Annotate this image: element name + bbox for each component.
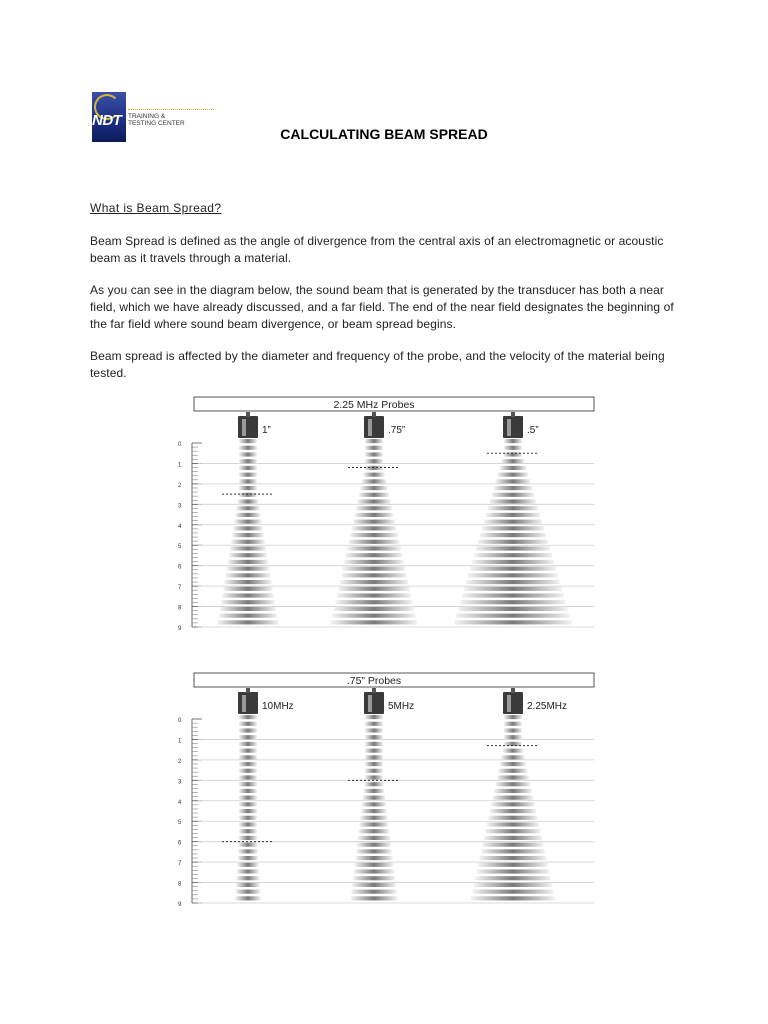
beam-band: [332, 614, 415, 618]
beam-band: [239, 735, 257, 739]
beam-band: [360, 816, 387, 820]
beam-band: [239, 749, 257, 753]
beam-band: [355, 513, 394, 517]
beam-band: [219, 614, 277, 618]
beam-band: [491, 802, 534, 806]
beam-band: [476, 546, 550, 550]
depth-tick-label: 6: [178, 564, 182, 571]
beam-band: [224, 580, 271, 584]
beam-band: [346, 553, 402, 557]
beam-band: [501, 755, 524, 759]
beam-band: [237, 506, 260, 510]
beam-band: [362, 802, 386, 806]
beam-band: [484, 836, 542, 840]
beam-band: [358, 499, 391, 503]
beam-band: [503, 749, 523, 753]
beam-band: [352, 883, 396, 887]
transducer-icon: [503, 412, 523, 438]
beam-band: [471, 896, 555, 900]
beam-band: [499, 769, 528, 773]
logo-subtitle-line1: TRAINING &: [128, 113, 166, 120]
beam-band: [239, 816, 257, 820]
beam-band: [351, 896, 398, 900]
depth-tick-label: 0: [178, 718, 182, 724]
beam-band: [365, 459, 383, 463]
beam-band: [232, 533, 264, 537]
beam-band: [365, 446, 383, 450]
beam-band: [223, 587, 272, 591]
beam-band: [474, 553, 552, 557]
beam-band: [478, 540, 548, 544]
beam-band: [363, 796, 385, 800]
beam-band: [365, 452, 383, 456]
depth-tick-label: 9: [178, 902, 182, 908]
diagram-title: .75” Probes: [346, 675, 402, 687]
beam-band: [236, 513, 261, 517]
beam-band: [481, 849, 545, 853]
beam-band: [500, 466, 527, 470]
beam-band: [338, 587, 409, 591]
beam-band: [349, 540, 400, 544]
beam-band: [504, 722, 522, 726]
beam-band: [504, 439, 522, 443]
beam-band: [222, 593, 274, 597]
beam-band: [233, 526, 262, 530]
beam-band: [239, 796, 257, 800]
beam-band: [504, 728, 522, 732]
beam-band: [237, 863, 258, 867]
beam-band: [239, 789, 257, 793]
page-title: CALCULATING BEAM SPREAD: [280, 126, 488, 142]
beam-band: [365, 722, 383, 726]
section-heading: What is Beam Spread?: [90, 201, 222, 215]
depth-tick-label: 2: [178, 482, 182, 489]
logo-text: NDT: [92, 112, 122, 129]
transducer-icon: [364, 412, 384, 438]
depth-tick-label: 7: [178, 585, 182, 592]
depth-tick-label: 2: [178, 758, 182, 765]
beam-band: [365, 769, 383, 773]
diagram-svg: [168, 395, 596, 635]
beam-band: [229, 553, 267, 557]
beam-band: [484, 520, 542, 524]
beam-band: [458, 607, 567, 611]
beam-band: [227, 567, 270, 571]
beam-band: [475, 876, 550, 880]
probe-label: 10MHz: [262, 701, 294, 712]
beam-band: [490, 809, 536, 813]
beam-band: [239, 802, 257, 806]
beam-band: [464, 587, 562, 591]
beam-band: [343, 567, 405, 571]
probe-label: 5MHz: [388, 701, 415, 712]
beam-band: [460, 600, 565, 604]
paragraph-factors: Beam spread is affected by the diameter and frequency of the probe, and the velocity of the material being tested.: [90, 349, 665, 380]
depth-tick-label: 1: [178, 462, 182, 469]
beam-band: [235, 896, 260, 900]
beam-band: [353, 876, 395, 880]
beam-band: [239, 782, 257, 786]
beam-band: [470, 567, 556, 571]
beam-band: [356, 849, 391, 853]
beam-band: [483, 843, 544, 847]
beam-band: [239, 809, 257, 813]
beam-band: [239, 446, 257, 450]
beam-band: [354, 869, 394, 873]
beam-band: [239, 775, 257, 779]
beam-band: [462, 593, 564, 597]
beam-band: [237, 869, 259, 873]
beam-band: [365, 762, 383, 766]
beam-band: [239, 762, 257, 766]
beam-band: [340, 580, 408, 584]
beam-band: [359, 829, 389, 833]
beam-band: [364, 789, 385, 793]
beam-band: [365, 735, 383, 739]
transducer-icon: [503, 688, 523, 714]
beam-band: [230, 546, 266, 550]
beam-band: [239, 836, 257, 840]
beam-band: [500, 762, 526, 766]
beam-band: [355, 863, 394, 867]
beam-band: [359, 493, 389, 497]
beam-band: [350, 533, 398, 537]
beam-band: [239, 822, 257, 826]
depth-tick-label: 8: [178, 605, 182, 612]
paragraph-definition: Beam Spread is defined as the angle of divergence from the central axis of an electromagnetic or acoustic beam as it travels through a material.: [90, 234, 664, 265]
beam-band: [218, 620, 278, 624]
depth-tick-label: 9: [178, 626, 182, 632]
beam-band: [494, 486, 532, 490]
beam-band: [331, 620, 417, 624]
beam-band: [482, 526, 544, 530]
beam-band: [486, 829, 541, 833]
beam-band: [334, 607, 414, 611]
beam-band: [480, 856, 547, 860]
beam-band: [365, 782, 384, 786]
beam-band: [488, 506, 538, 510]
beam-band: [239, 742, 257, 746]
beam-band: [477, 869, 549, 873]
depth-tick-label: 5: [178, 820, 182, 827]
probe-label: .5”: [527, 425, 539, 436]
beam-band: [335, 600, 412, 604]
depth-tick-label: 6: [178, 840, 182, 847]
beam-band: [490, 499, 536, 503]
beam-band: [239, 769, 257, 773]
beam-band: [238, 856, 258, 860]
beam-band: [365, 742, 383, 746]
depth-tick-label: 1: [178, 738, 182, 745]
beam-band: [472, 890, 553, 894]
beam-band: [492, 493, 534, 497]
beam-band: [487, 822, 539, 826]
beam-band: [365, 715, 383, 719]
beam-band: [356, 506, 392, 510]
beam-band: [504, 735, 522, 739]
beam-band: [239, 493, 257, 497]
beam-band: [239, 722, 257, 726]
beam-band: [239, 715, 257, 719]
beam-band: [239, 439, 257, 443]
depth-tick-label: 7: [178, 861, 182, 868]
beam-band: [504, 715, 522, 719]
beam-spread-diagram-frequency: [168, 671, 596, 921]
diagram-svg: [168, 671, 596, 911]
beam-band: [365, 755, 383, 759]
beam-band: [239, 479, 257, 483]
beam-band: [466, 580, 560, 584]
beam-band: [236, 890, 261, 894]
beam-band: [237, 876, 260, 880]
beam-band: [360, 486, 387, 490]
beam-spread-diagram-probe-size: [168, 395, 596, 645]
beam-band: [496, 479, 531, 483]
beam-band: [347, 546, 401, 550]
beam-band: [239, 843, 257, 847]
probe-label: .75”: [388, 425, 406, 436]
transducer-icon: [238, 688, 258, 714]
beam-band: [362, 479, 386, 483]
beam-band: [363, 473, 384, 477]
beam-band: [472, 560, 554, 564]
beam-band: [231, 540, 265, 544]
beam-band: [360, 822, 389, 826]
beam-band: [228, 560, 268, 564]
paragraph-near-far-field: As you can see in the diagram below, the sound beam that is generated by the transducer has both a near field, which we have already discussed, and a far field. The end of the near field designates the beginning of the far field where sound beam divergence, or beam spread begins.: [90, 283, 674, 331]
depth-tick-label: 5: [178, 544, 182, 551]
beam-band: [497, 775, 529, 779]
beam-band: [239, 829, 257, 833]
beam-band: [344, 560, 403, 564]
depth-tick-label: 4: [178, 799, 182, 806]
beam-band: [239, 473, 257, 477]
beam-band: [239, 452, 257, 456]
beam-band: [361, 809, 387, 813]
beam-band: [341, 573, 406, 577]
probe-label: 2.25MHz: [527, 701, 568, 712]
logo-subtitle-line2: TESTING CENTER: [128, 119, 185, 127]
beam-band: [504, 446, 522, 450]
probe-label: 1”: [262, 425, 271, 436]
depth-tick-label: 0: [178, 442, 182, 448]
beam-band: [494, 789, 532, 793]
transducer-icon: [364, 688, 384, 714]
transducer-icon: [238, 412, 258, 438]
beam-band: [498, 473, 529, 477]
beam-band: [365, 775, 383, 779]
beam-band: [480, 533, 546, 537]
beam-band: [239, 728, 257, 732]
depth-tick-label: 3: [178, 779, 182, 786]
beam-band: [488, 816, 537, 820]
beam-band: [234, 520, 261, 524]
beam-band: [358, 836, 390, 840]
beam-band: [220, 607, 276, 611]
beam-band: [496, 782, 531, 786]
depth-tick-label: 4: [178, 523, 182, 530]
beam-band: [478, 863, 547, 867]
beam-band: [236, 883, 260, 887]
beam-band: [486, 513, 540, 517]
beam-band: [365, 728, 383, 732]
beam-band: [355, 856, 392, 860]
beam-band: [456, 614, 569, 618]
beam-band: [365, 749, 383, 753]
beam-band: [502, 459, 525, 463]
beam-band: [239, 486, 257, 490]
beam-band: [239, 466, 257, 470]
beam-band: [238, 499, 258, 503]
beam-band: [352, 526, 397, 530]
beam-band: [468, 573, 558, 577]
beam-band: [365, 439, 383, 443]
beam-band: [454, 620, 571, 624]
beam-band: [221, 600, 275, 604]
beam-band: [239, 459, 257, 463]
beam-band: [337, 593, 411, 597]
beam-band: [357, 843, 391, 847]
beam-band: [226, 573, 271, 577]
depth-tick-label: 8: [178, 881, 182, 888]
beam-band: [353, 520, 395, 524]
logo-divider: [128, 109, 214, 110]
beam-band: [239, 755, 257, 759]
depth-tick-label: 3: [178, 503, 182, 510]
beam-band: [238, 849, 257, 853]
beam-band: [351, 890, 396, 894]
beam-band: [493, 796, 533, 800]
diagram-title: 2.25 MHz Probes: [333, 399, 415, 411]
beam-band: [474, 883, 552, 887]
